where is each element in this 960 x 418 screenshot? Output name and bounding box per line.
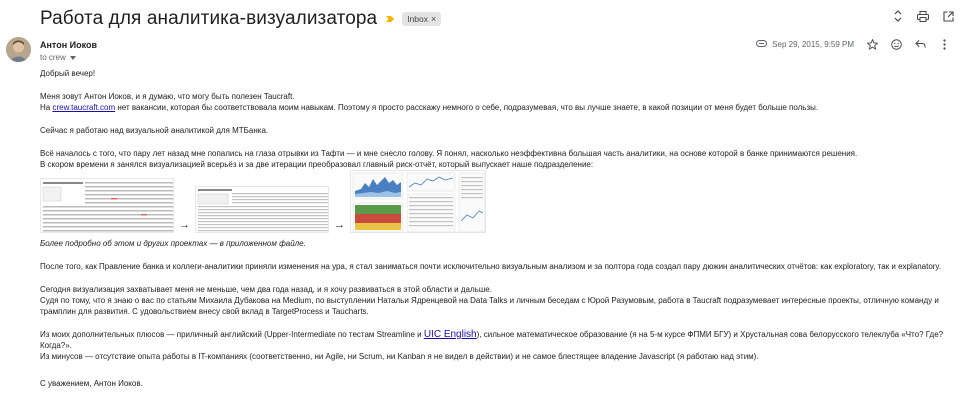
report-thumbnail-iteration-1[interactable] bbox=[195, 186, 329, 233]
paragraph-motivation bbox=[40, 284, 955, 317]
reply-icon[interactable] bbox=[914, 38, 926, 50]
open-new-window-icon[interactable] bbox=[942, 10, 954, 22]
header-actions bbox=[892, 10, 954, 22]
message-date: Sep 29, 2015, 9:59 PM bbox=[772, 39, 854, 49]
inbox-label-chip[interactable] bbox=[402, 12, 441, 26]
sender-avatar[interactable] bbox=[6, 37, 31, 62]
paragraph-motivation-line2: Судя по тому, что я знаю о вас по статьям Михаила Дубакова на Medium, по выступлении Натальи Ядренцевой на Data Talks и личным беседам с Юрой Разумовым, работа в Taucraft подразумевает интересные проекты, отличную команду и bbox=[40, 296, 939, 305]
pros-post: ), сильное математическое образование (я на 5-м курсе ФПМИ БГУ) и Хрустальная сова белорусского телеклуба «Что? Где? Когда?». bbox=[40, 330, 944, 350]
email-body bbox=[40, 68, 955, 401]
chevron-down-icon bbox=[70, 53, 76, 62]
paragraph-intro bbox=[40, 91, 955, 113]
paragraph-story-line2: В скором времени я занялся визуализацией всерьёз и за две итерации преобразовал главный риск-отчёт, который выпускает наше подразделение: bbox=[40, 160, 594, 169]
paragraph-story-line1: Всё началось с того, что пару лет назад мне попались на глаза отрывки из Тафти — и мне снесло голову. Я понял, насколько неэффективна большая часть аналитики, на основе которой в банке принимаются решения. bbox=[40, 149, 858, 158]
paragraph-current-work: Сейчас я работаю над визуальной аналитикой для МТБанка. bbox=[40, 126, 269, 135]
inbox-label-text: Inbox bbox=[407, 14, 428, 24]
paragraph-results: После того, как Правление банка и коллеги-аналитики приняли изменения на ура, я стал заниматься почти исключительно визуальным анализом и за полтора года создал пару дюжин аналитических отчётов: как exploratory, так и explanatory. bbox=[40, 262, 942, 271]
emoji-icon[interactable] bbox=[890, 38, 902, 50]
recipients-text: to crew bbox=[40, 53, 66, 62]
arrow-1: → bbox=[179, 219, 190, 231]
more-icon[interactable] bbox=[938, 38, 950, 50]
print-icon[interactable] bbox=[917, 10, 929, 22]
report-thumbnail-original[interactable] bbox=[40, 178, 174, 233]
important-marker-icon[interactable] bbox=[385, 14, 395, 24]
paragraph-story bbox=[40, 148, 955, 170]
attachment-icon bbox=[756, 40, 767, 49]
greeting: Добрый вечер! bbox=[40, 69, 96, 78]
message-meta bbox=[756, 38, 950, 50]
remove-label-icon[interactable]: × bbox=[431, 14, 437, 24]
pros-pre: Из моих дополнительных плюсов — приличный английский (Upper-Intermediate по тестам Streamline и bbox=[40, 330, 424, 339]
email-subject: Работа для аналитика-визуализатора bbox=[40, 8, 378, 29]
report-thumbnails bbox=[40, 178, 955, 235]
recipients-toggle[interactable] bbox=[40, 53, 76, 62]
cons-line: Из минусов — отсутствие опыта работы в IT-компаниях (соответственно, ни Agile, ни Scrum, ни Kanban я не видел в действии) и не самое блестящее владение Javascript (я работаю над этим). bbox=[40, 352, 759, 361]
uic-english-link[interactable]: UIC English bbox=[423, 329, 477, 340]
collapse-icon[interactable] bbox=[892, 10, 904, 22]
paragraph-motivation-line3: трамплин для развития. С удовольствием внесу свой вклад в TargetProcess и Taucharts. bbox=[40, 307, 369, 316]
paragraph-intro-post: нет вакансии, которая бы соответствовала моим навыкам. Поэтому я просто расскажу немного о себе, подразумевая, что вы лучше знаете, в какой позиции от меня будет больше пользы. bbox=[115, 103, 819, 112]
sender-name: Антон Иоков bbox=[40, 40, 98, 50]
paragraph-intro-line1: Меня зовут Антон Иоков, и я думаю, что могу быть полезен Taucraft. bbox=[40, 92, 295, 101]
arrow-2: → bbox=[334, 219, 345, 231]
star-icon[interactable] bbox=[866, 38, 878, 50]
email-header bbox=[40, 8, 960, 30]
paragraph-motivation-line1: Сегодня визуализация захватывает меня не меньше, чем два года назад, и я хочу развиваться в этой области и дальше. bbox=[40, 285, 492, 294]
paragraph-intro-pre: На bbox=[40, 103, 53, 112]
thumbnails-caption: Более подробно об этом и других проектах — в приложенном файле. bbox=[40, 239, 306, 248]
paragraph-pros-cons bbox=[40, 329, 955, 362]
taucraft-link[interactable]: crew.taucraft.com bbox=[52, 103, 116, 112]
report-thumbnail-iteration-2[interactable] bbox=[350, 170, 486, 233]
signature: С уважением, Антон Иоков. bbox=[40, 379, 143, 388]
